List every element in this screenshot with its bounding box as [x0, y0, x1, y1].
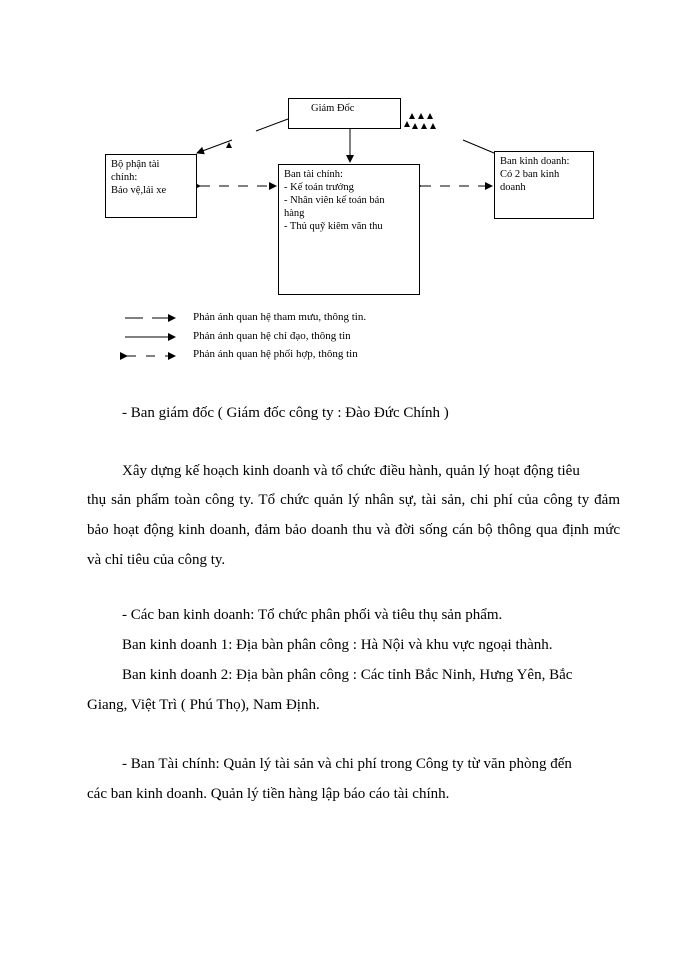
board-heading: - Ban giám đốc ( Giám đốc công ty : Đào Đức Chính ) [122, 405, 449, 421]
finance-board-line: - Kế toán trưởng [284, 182, 354, 193]
finance-board-line: hàng [284, 208, 305, 219]
finance-dept-line: Bảo vệ,lái xe [111, 185, 167, 196]
finance-dept-box [105, 154, 197, 218]
finance-dept-line: chính: [111, 172, 138, 183]
sales-1: Ban kinh doanh 1: Địa bàn phân công : Hà Nội và khu vực ngoại thành. [122, 637, 553, 653]
legend-coordination: Phản ánh quan hệ phối hợp, thông tin [193, 348, 358, 360]
legend-advisory: Phản ánh quan hệ tham mưu, thông tin. [193, 311, 367, 323]
finance-board-line: Ban tài chính: [284, 169, 343, 180]
director-label: Giám Đốc [311, 103, 355, 114]
board-para-first-line: Xây dựng kế hoạch kinh doanh và tổ chức điều hành, quản lý hoạt động tiêu [122, 463, 580, 479]
board-para-body: thụ sản phẩm toàn công ty. Tổ chức quản lý nhân sự, tài sản, chi phí của công ty đảm bảo hoạt động kinh doanh, đảm bảo doanh thu và đời sống cán bộ thông qua định mức và chỉ tiêu của công ty. [87, 492, 620, 568]
sales-2-line1: Ban kinh doanh 2: Địa bàn phân công : Các tỉnh Bắc Ninh, Hưng Yên, Bắc [122, 667, 573, 683]
finance-line2: các ban kinh doanh. Quản lý tiền hàng lập báo cáo tài chính. [87, 786, 450, 802]
finance-dept-line: Bộ phận tài [111, 159, 160, 170]
director-to-sales-line [463, 140, 494, 153]
sales-2-line2: Giang, Việt Trì ( Phú Thọ), Nam Định. [87, 697, 320, 713]
sales-board-line: Ban kinh doanh: [500, 156, 570, 167]
director-to-finance-dept-line [256, 119, 288, 131]
sales-board-box [494, 151, 594, 219]
finance-board-line: - Nhân viên kế toán bán [284, 195, 385, 206]
director-triangle-marks [404, 113, 436, 129]
sales-board-line: doanh [500, 182, 526, 193]
triangle-mark [226, 142, 232, 148]
finance-board-line: - Thủ quỹ kiêm văn thu [284, 221, 383, 232]
finance-board-box [278, 164, 420, 295]
finance-line1: - Ban Tài chính: Quản lý tài sản và chi phí trong Công ty từ văn phòng đến [122, 756, 572, 772]
legend-directive: Phản ánh quan hệ chỉ đạo, thông tin [193, 330, 351, 342]
director-box [288, 98, 401, 129]
sales-heading: - Các ban kinh doanh: Tổ chức phân phối và tiêu thụ sản phẩm. [122, 607, 503, 623]
sales-board-line: Có 2 ban kinh [500, 169, 560, 180]
